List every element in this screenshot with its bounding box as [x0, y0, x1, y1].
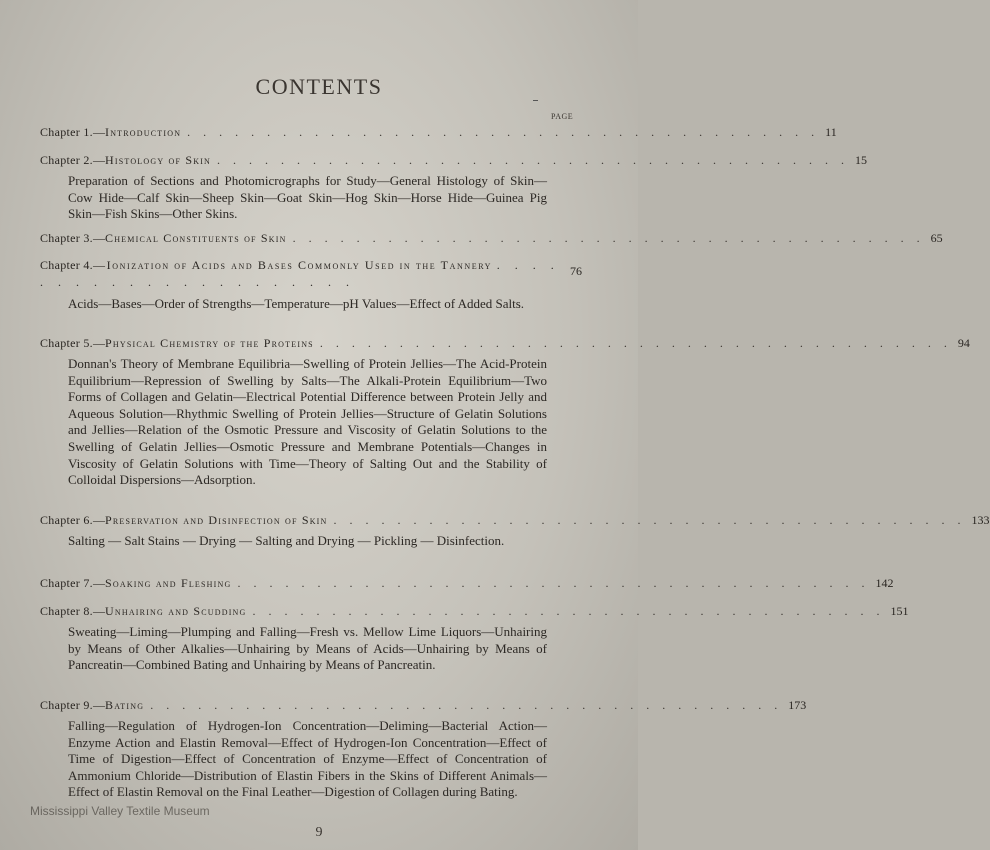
- page-column-header: PAGE: [551, 112, 574, 121]
- toc-entry-5[interactable]: [40, 336, 970, 489]
- chapter-line: Chapter 8. — Unhairing and Scudding . . . . . . . . . . . . . . . . . . . . . . . . . . . . . . . . . . . . . . . . 151: [40, 604, 909, 618]
- page-folio-number: 9: [315, 825, 323, 840]
- chapter-line: Chapter 7. — Soaking and Fleshing . . . . . . . . . . . . . . . . . . . . . . . . . . . . . . . . . . . . . . . . 142: [40, 576, 894, 590]
- page-number: 173: [788, 698, 807, 712]
- page-number: 65: [930, 231, 943, 245]
- dot-leader: . . . . . . . . . . . . . . . . . . . . . . . . . . . . . . . . . . . . . . . .: [319, 336, 952, 350]
- dot-leader: . . . . . . . . . . . . . . . . . . . . . . . . . . . . . . . . . . . . . . . .: [333, 513, 966, 527]
- page-number: 11: [825, 125, 837, 139]
- museum-watermark: Mississippi Valley Textile Museum: [30, 804, 210, 818]
- chapter-heading: Chapter 4.—Ionization of Acids and Bases Commonly Used in the Tannery . . . . . . . . . . . . . . . . . . . . . .: [40, 258, 560, 289]
- chapter-line: Chapter 9. — Bating . . . . . . . . . . . . . . . . . . . . . . . . . . . . . . . . . . . . . . . . 173: [40, 698, 807, 712]
- chapter-title: Introduction: [105, 125, 182, 139]
- page-number: 142: [875, 576, 894, 590]
- toc-entry-4[interactable]: [40, 257, 582, 313]
- dot-leader: . . . . . . . . . . . . . . . . . . . . . . . . . . . . . . . . . . . . . . . .: [237, 576, 870, 590]
- chapter-description: Falling—Regulation of Hydrogen-Ion Concentration—Deliming—Bacterial Action—Enzyme Action and Elastin Removal—Effect of Hydrogen-Ion Concentration—Effect of Time of Digestion—Effect of Concentration of Enzyme—Effect of Concentration of Ammonium Chloride—Distribution of Elastin Fibers in the Skins of Different Animals—Effect of Elastin Removal on the Final Leather—Digestion of Collagen during Bating.: [68, 718, 547, 800]
- chapter-number: Chapter 5.: [40, 336, 93, 350]
- toc-entry-9[interactable]: [40, 698, 807, 801]
- chapter-title: Preservation and Disinfection of Skin: [105, 513, 328, 527]
- chapter-title: Histology of Skin: [105, 153, 212, 167]
- chapter-title: Physical Chemistry of the Proteins: [105, 336, 314, 350]
- chapter-number: Chapter 2.: [40, 153, 93, 167]
- chapter-title: Soaking and Fleshing: [105, 576, 232, 590]
- toc-entry-1[interactable]: [40, 125, 837, 140]
- chapter-title: Unhairing and Scudding: [105, 604, 247, 618]
- dot-leader: . . . . . . . . . . . . . . . . . . . . . . . . . . . . . . . . . . . . . . . .: [150, 698, 783, 712]
- dot-leader: . . . . . . . . . . . . . . . . . . . . . . . . . . . . . . . . . . . . . . . .: [252, 604, 885, 618]
- chapter-number: Chapter 8.: [40, 604, 93, 618]
- chapter-number: Chapter 7.: [40, 576, 93, 590]
- page-number: 76: [570, 264, 582, 278]
- dot-leader: . . . . . . . . . . . . . . . . . . . . . . . . . . . . . . . . . . . . . . . .: [187, 125, 820, 139]
- chapter-line: Chapter 2. — Histology of Skin . . . . . . . . . . . . . . . . . . . . . . . . . . . . . . . . . . . . . . . . 15: [40, 153, 868, 167]
- chapter-description: Sweating—Liming—Plumping and Falling—Fresh vs. Mellow Lime Liquors—Unhairing by Means of Other Alkalies—Unhairing by Means of Acids—Unhairing by Means of Pancreatin—Combined Bating and Unhairing by Means of Pancreatin.: [68, 624, 547, 673]
- chapter-title: Bating: [105, 698, 145, 712]
- page-number: 94: [957, 336, 970, 350]
- chapter-number: Chapter 1.: [40, 125, 93, 139]
- chapter-line: Chapter 3. — Chemical Constituents of Skin . . . . . . . . . . . . . . . . . . . . . . . . . . . . . . . . . . . . . . . . 65: [40, 231, 943, 245]
- page-number: 133: [971, 513, 990, 527]
- chapter-description: Salting — Salt Stains — Drying — Salting and Drying — Pickling — Disinfection.: [68, 533, 505, 548]
- chapter-line: Chapter 5. — Physical Chemistry of the Proteins . . . . . . . . . . . . . . . . . . . . . . . . . . . . . . . . . . . . . . . . 94: [40, 336, 970, 350]
- dot-leader: . . . . . . . . . . . . . . . . . . . . . . . . . . . . . . . . . . . . . . . .: [217, 153, 850, 167]
- chapter-number: Chapter 6.: [40, 513, 93, 527]
- page-number: 15: [855, 153, 868, 167]
- chapter-title: Chemical Constituents of Skin: [105, 231, 287, 245]
- toc-entry-2[interactable]: [40, 153, 868, 223]
- chapter-description: Preparation of Sections and Photomicrographs for Study—General Histology of Skin—Cow Hide—Calf Skin—Sheep Skin—Goat Skin—Hog Skin—Horse Hide—Guinea Pig Skin—Fish Skins—Other Skins.: [68, 173, 547, 222]
- chapter-number: Chapter 9.: [40, 698, 93, 712]
- mark: [533, 100, 538, 101]
- chapter-description: Acids—Bases—Order of Strengths—Temperature—pH Values—Effect of Added Salts.: [68, 296, 525, 311]
- chapter-title: Ionization of Acids and Bases Commonly Used in the Tannery: [106, 258, 493, 272]
- toc-entry-3[interactable]: [40, 231, 943, 246]
- chapter-line: Chapter 6. — Preservation and Disinfection of Skin . . . . . . . . . . . . . . . . . . . . . . . . . . . . . . . . . . . . . . . . 133: [40, 513, 990, 527]
- toc-entry-7[interactable]: [40, 576, 894, 591]
- chapter-number: Chapter 4.: [40, 258, 93, 272]
- dot-leader: . . . . . . . . . . . . . . . . . . . . . . . . . . . . . . . . . . . . . . . .: [292, 231, 925, 245]
- chapter-line: [40, 257, 582, 291]
- toc-entry-8[interactable]: [40, 604, 909, 674]
- chapter-description: Donnan's Theory of Membrane Equilibria—Swelling of Protein Jellies—The Acid-Protein Equilibrium—Repression of Swelling by Salts—The Alkali-Protein Equilibrium—Two Forms of Collagen and Gelatin—Electrical Potential Difference between Protein Jelly and Aqueous Solution—Rhythmic Swelling of Protein Jellies—Structure of Gelatin Solutions and Jellies—Relation of the Osmotic Pressure and Viscosity of Gelatin Solutions to the Swelling of Gelatin Jellies—Osmotic Pressure and Membrane Potentials—Changes in Viscosity of Gelatin Solutions with Time—Theory of Salting Out and the Stability of Colloidal Dispersions—Adsorption.: [68, 356, 547, 488]
- chapter-number: Chapter 3.: [40, 231, 93, 245]
- dot-leader: . . . . . . . . . . . . . . . . . . . . . .: [40, 258, 560, 289]
- toc-entry-6[interactable]: [40, 513, 990, 550]
- chapter-line: Chapter 1. — Introduction . . . . . . . . . . . . . . . . . . . . . . . . . . . . . . . . . . . . . . . . 11: [40, 125, 837, 139]
- page-title: CONTENTS: [255, 74, 383, 99]
- page-number: 151: [890, 604, 909, 618]
